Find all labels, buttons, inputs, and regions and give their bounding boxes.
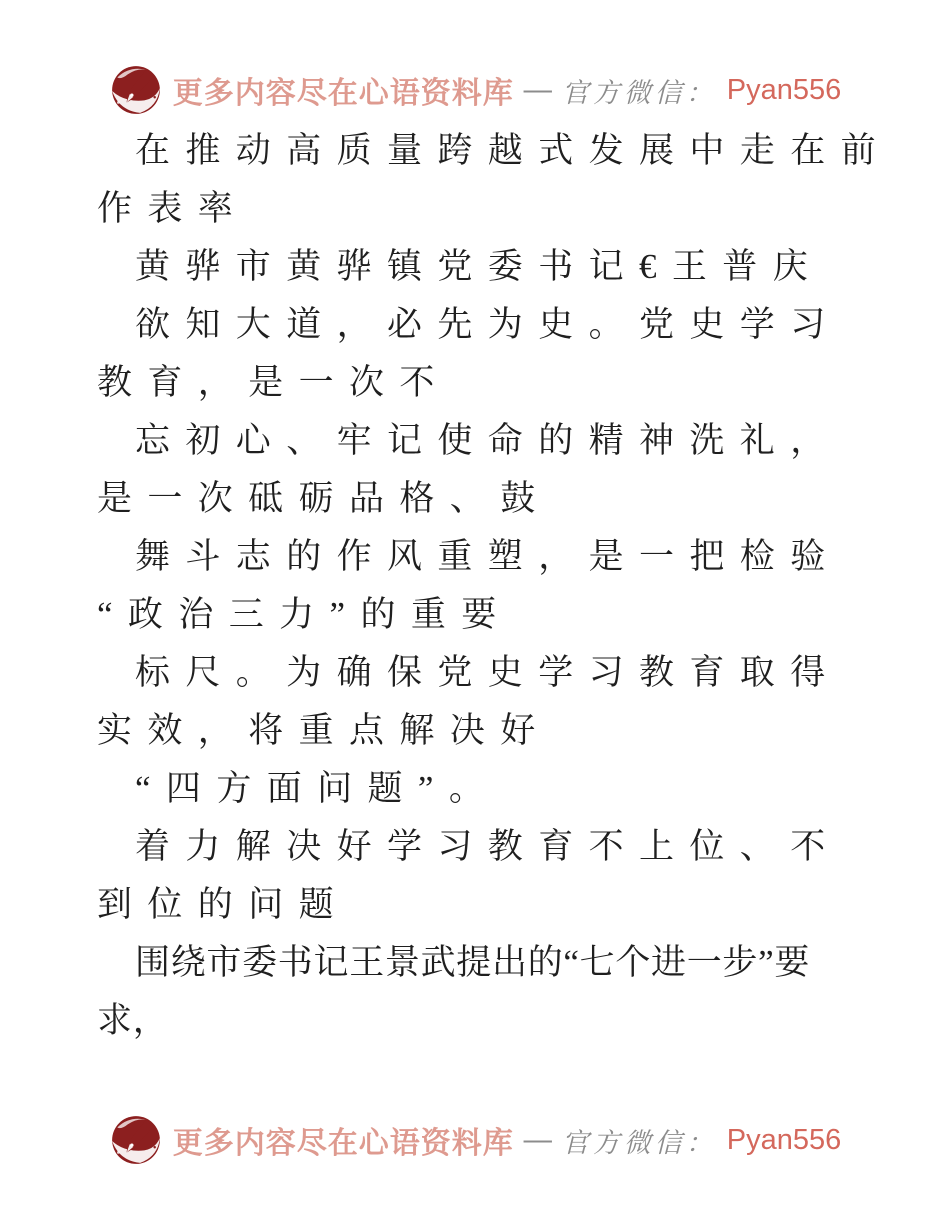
watermark-brand-text: 更多内容尽在心语资料库 (172, 1127, 514, 1160)
text-line: 围绕市委书记王景武提出的“七个进一步”要 (135, 943, 811, 982)
pen-swirl-logo-icon (109, 1113, 163, 1167)
subheading-line-1: 着力解决好学习教育不上位、不 (135, 827, 841, 866)
byline: 黄骅市黄骅镇党委书记€王普庆 (135, 247, 824, 286)
text-line: 标尺。为确保党史学习教育取得 (135, 653, 841, 692)
text-line: 忘初心、牢记使命的精神洗礼， (135, 421, 841, 460)
text-line: 求， (97, 1001, 169, 1040)
header-watermark (0, 62, 950, 118)
watermark-channel-label: 官方微信： (561, 77, 717, 109)
text-line: “四方面问题”。 (135, 769, 500, 808)
watermark-channel-label: 官方微信： (561, 1127, 717, 1159)
text-line: 欲知大道，必先为史。党史学习 (135, 305, 841, 344)
text-line: 教育，是一次不 (97, 363, 450, 402)
text-line: 舞斗志的作风重塑，是一把检验 (135, 537, 841, 576)
subheading-line-2: 到位的问题 (97, 885, 350, 924)
watermark-dash: — (523, 74, 552, 105)
title-line-1: 在推动高质量跨越式发展中走在前 (135, 131, 892, 170)
text-line: “政治三力”的重要 (97, 595, 512, 634)
document-body (97, 122, 892, 1050)
pen-swirl-logo-icon (109, 63, 163, 117)
footer-watermark (0, 1112, 950, 1168)
watermark-channel-value: Pyan556 (726, 73, 842, 106)
text-line: 实效，将重点解决好 (97, 711, 551, 750)
watermark-brand-text: 更多内容尽在心语资料库 (172, 77, 514, 110)
title-line-2: 作表率 (97, 189, 249, 228)
watermark-channel-value: Pyan556 (726, 1123, 842, 1156)
text-line: 是一次砥砺品格、鼓 (97, 479, 551, 518)
watermark-dash: — (523, 1124, 552, 1155)
